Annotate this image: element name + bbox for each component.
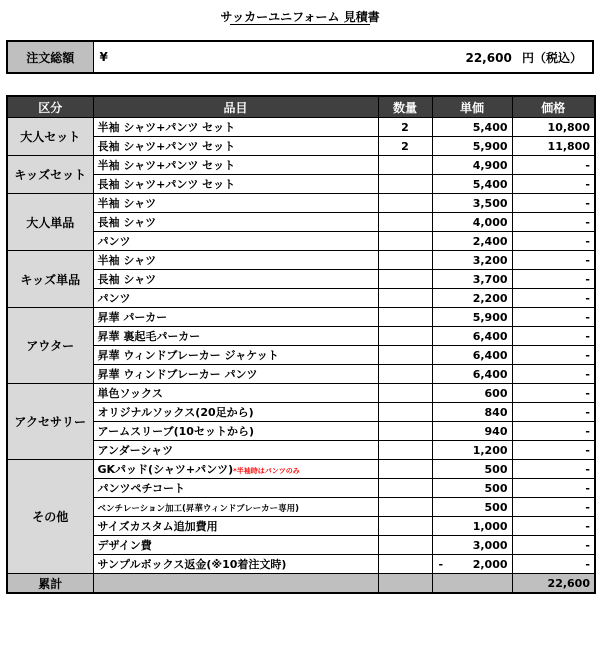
unit-price-cell — [432, 460, 512, 479]
unit-price-value: 6,400 — [472, 348, 508, 362]
unit-price-value: 3,500 — [472, 196, 508, 210]
quantity-cell — [378, 251, 432, 270]
category-cell: アクセサリー — [7, 384, 93, 460]
summary-total: 22,600 — [512, 574, 595, 594]
price-cell: - — [512, 517, 595, 536]
quantity-cell — [378, 232, 432, 251]
document-title: サッカーユニフォーム 見積書 — [220, 10, 380, 24]
header-category: 区分 — [7, 96, 93, 118]
item-label: サンプルボックス返金(※10着注文時) — [97, 558, 287, 571]
category-cell: その他 — [7, 460, 93, 574]
unit-price-value: 500 — [484, 481, 508, 495]
order-total-value — [93, 41, 593, 73]
table-row — [7, 137, 595, 156]
item-label: パンツ — [97, 292, 131, 305]
item-cell — [93, 156, 378, 175]
quantity-cell — [378, 536, 432, 555]
quantity-cell — [378, 441, 432, 460]
unit-price-cell — [432, 308, 512, 327]
table-row — [7, 308, 595, 327]
table-row — [7, 346, 595, 365]
table-row — [7, 403, 595, 422]
item-cell — [93, 251, 378, 270]
item-cell — [93, 232, 378, 251]
price-cell: - — [512, 213, 595, 232]
table-row — [7, 517, 595, 536]
item-label: パンツ — [97, 235, 131, 248]
quantity-cell — [378, 365, 432, 384]
quantity-cell — [378, 460, 432, 479]
table-row — [7, 118, 595, 137]
item-label: 長袖 シャツ — [97, 216, 157, 229]
price-cell: - — [512, 251, 595, 270]
price-cell: - — [512, 308, 595, 327]
table-row — [7, 384, 595, 403]
order-total-label: 注文総額 — [7, 41, 93, 73]
item-cell — [93, 346, 378, 365]
item-cell — [93, 327, 378, 346]
price-cell: - — [512, 498, 595, 517]
quantity-cell — [378, 384, 432, 403]
unit-price-cell — [432, 213, 512, 232]
price-cell: - — [512, 232, 595, 251]
item-label: 単色ソックス — [97, 387, 163, 400]
estimate-table — [6, 95, 596, 594]
item-cell — [93, 498, 378, 517]
unit-price-cell — [432, 479, 512, 498]
unit-price-cell — [432, 232, 512, 251]
item-label: 半袖 シャツ+パンツ セット — [97, 121, 236, 134]
item-label: 昇華 裏起毛パーカー — [97, 330, 201, 343]
unit-price-cell — [432, 175, 512, 194]
item-cell — [93, 422, 378, 441]
quantity-cell — [378, 555, 432, 574]
unit-price-value: 3,200 — [472, 253, 508, 267]
item-label: 長袖 シャツ — [97, 273, 157, 286]
unit-price-cell — [432, 498, 512, 517]
price-cell: - — [512, 384, 595, 403]
table-row — [7, 441, 595, 460]
table-row — [7, 270, 595, 289]
unit-price-value: 5,400 — [472, 120, 508, 134]
unit-price-cell — [432, 555, 512, 574]
item-cell — [93, 289, 378, 308]
category-cell: キッズセット — [7, 156, 93, 194]
item-cell — [93, 118, 378, 137]
item-label: 昇華 ウィンドブレーカー ジャケット — [97, 349, 279, 362]
quantity-cell: 2 — [378, 137, 432, 156]
unit-price-value: 840 — [484, 405, 508, 419]
header-quantity: 数量 — [378, 96, 432, 118]
price-cell: - — [512, 403, 595, 422]
item-cell — [93, 403, 378, 422]
table-row — [7, 289, 595, 308]
quantity-cell — [378, 270, 432, 289]
unit-price-value: 1,000 — [472, 519, 508, 533]
table-row — [7, 156, 595, 175]
unit-price-value: 4,000 — [472, 215, 508, 229]
unit-price-value: 500 — [484, 500, 508, 514]
summary-row — [7, 574, 595, 594]
unit-price-value: 3,000 — [472, 538, 508, 552]
category-cell: 大人単品 — [7, 194, 93, 251]
category-cell: アウター — [7, 308, 93, 384]
price-cell: - — [512, 194, 595, 213]
item-cell — [93, 384, 378, 403]
price-cell: 10,800 — [512, 118, 595, 137]
header-item: 品目 — [93, 96, 378, 118]
quantity-cell — [378, 403, 432, 422]
table-row — [7, 232, 595, 251]
item-cell — [93, 137, 378, 156]
table-row — [7, 479, 595, 498]
price-cell: - — [512, 536, 595, 555]
unit-price-cell — [432, 536, 512, 555]
quantity-cell — [378, 479, 432, 498]
quantity-cell — [378, 346, 432, 365]
quantity-cell — [378, 327, 432, 346]
unit-price-value: 2,400 — [472, 234, 508, 248]
table-row — [7, 365, 595, 384]
item-label: 昇華 ウィンドブレーカー パンツ — [97, 368, 258, 381]
header-price: 価格 — [512, 96, 595, 118]
table-row — [7, 213, 595, 232]
item-label: デザイン費 — [97, 539, 152, 552]
quantity-cell — [378, 498, 432, 517]
item-label: 半袖 シャツ — [97, 254, 157, 267]
unit-price-cell — [432, 384, 512, 403]
item-label: パンツペチコート — [97, 482, 186, 495]
quantity-cell — [378, 213, 432, 232]
unit-price-value: 940 — [484, 424, 508, 438]
quantity-cell — [378, 156, 432, 175]
table-row — [7, 175, 595, 194]
unit-price-cell — [432, 327, 512, 346]
quantity-cell — [378, 517, 432, 536]
unit-price-cell — [432, 441, 512, 460]
unit-price-cell — [432, 403, 512, 422]
item-label: アンダーシャツ — [97, 444, 174, 457]
table-row — [7, 460, 595, 479]
order-total-table — [6, 40, 594, 74]
price-cell: - — [512, 460, 595, 479]
header-unit-price: 単価 — [432, 96, 512, 118]
unit-price-value: 1,200 — [472, 443, 508, 457]
item-cell — [93, 555, 378, 574]
estimate-body — [7, 118, 595, 594]
unit-price-value: 5,900 — [472, 139, 508, 153]
order-total-amount: 22,600 — [465, 50, 512, 65]
summary-empty — [378, 574, 432, 594]
summary-label: 累計 — [7, 574, 93, 594]
unit-price-cell — [432, 422, 512, 441]
table-row — [7, 498, 595, 517]
unit-price-cell — [432, 365, 512, 384]
item-label: 半袖 シャツ+パンツ セット — [97, 159, 236, 172]
minus-sign: - — [438, 557, 444, 571]
item-note: *半袖時はパンツのみ — [233, 467, 300, 475]
item-label: ベンチレーション加工(昇華ウィンドブレーカー専用) — [97, 503, 299, 514]
price-cell: - — [512, 441, 595, 460]
category-cell: キッズ単品 — [7, 251, 93, 308]
item-label: オリジナルソックス(20足から) — [97, 406, 254, 419]
unit-price-cell — [432, 289, 512, 308]
price-cell: - — [512, 289, 595, 308]
price-cell: - — [512, 422, 595, 441]
item-cell — [93, 194, 378, 213]
unit-price-cell — [432, 517, 512, 536]
price-cell: - — [512, 270, 595, 289]
unit-price-cell — [432, 118, 512, 137]
unit-price-cell — [432, 194, 512, 213]
table-row — [7, 422, 595, 441]
item-cell — [93, 270, 378, 289]
quantity-cell — [378, 422, 432, 441]
table-row — [7, 194, 595, 213]
quantity-cell: 2 — [378, 118, 432, 137]
price-cell: - — [512, 365, 595, 384]
table-header-row — [7, 96, 595, 118]
price-cell: - — [512, 175, 595, 194]
item-cell — [93, 517, 378, 536]
unit-price-cell — [432, 346, 512, 365]
summary-empty — [93, 574, 378, 594]
category-cell: 大人セット — [7, 118, 93, 156]
item-label: 昇華 パーカー — [97, 311, 168, 324]
unit-price-cell — [432, 156, 512, 175]
summary-empty — [432, 574, 512, 594]
quantity-cell — [378, 175, 432, 194]
item-label: サイズカスタム追加費用 — [97, 520, 218, 533]
item-cell — [93, 536, 378, 555]
unit-price-value: 500 — [484, 462, 508, 476]
item-cell — [93, 479, 378, 498]
title-underline — [230, 24, 370, 25]
quantity-cell — [378, 308, 432, 327]
price-cell: - — [512, 156, 595, 175]
table-row — [7, 536, 595, 555]
price-cell: - — [512, 555, 595, 574]
unit-price-value: 2,200 — [472, 291, 508, 305]
unit-price-cell — [432, 270, 512, 289]
item-cell — [93, 175, 378, 194]
price-cell: - — [512, 327, 595, 346]
unit-price-value: 2,000 — [472, 557, 508, 571]
item-label: GKパッド(シャツ+パンツ) — [97, 463, 234, 476]
unit-price-value: 6,400 — [472, 329, 508, 343]
quantity-cell — [378, 289, 432, 308]
item-cell — [93, 460, 378, 479]
item-label: 長袖 シャツ+パンツ セット — [97, 178, 236, 191]
price-cell: - — [512, 479, 595, 498]
unit-price-value: 5,900 — [472, 310, 508, 324]
item-cell — [93, 441, 378, 460]
table-row — [7, 251, 595, 270]
table-row — [7, 555, 595, 574]
unit-price-value: 600 — [484, 386, 508, 400]
unit-price-value: 4,900 — [472, 158, 508, 172]
unit-price-value: 3,700 — [472, 272, 508, 286]
item-label: 長袖 シャツ+パンツ セット — [97, 140, 236, 153]
item-cell — [93, 213, 378, 232]
price-cell: 11,800 — [512, 137, 595, 156]
unit-price-cell — [432, 251, 512, 270]
item-cell — [93, 308, 378, 327]
unit-price-cell — [432, 137, 512, 156]
order-total-unit: 円（税込） — [521, 50, 582, 65]
table-row — [7, 327, 595, 346]
unit-price-value: 6,400 — [472, 367, 508, 381]
quantity-cell — [378, 194, 432, 213]
unit-price-value: 5,400 — [472, 177, 508, 191]
price-cell: - — [512, 346, 595, 365]
currency-symbol: ¥ — [99, 50, 108, 64]
item-label: 半袖 シャツ — [97, 197, 157, 210]
item-cell — [93, 365, 378, 384]
item-label: アームスリーブ(10セットから) — [97, 425, 254, 438]
